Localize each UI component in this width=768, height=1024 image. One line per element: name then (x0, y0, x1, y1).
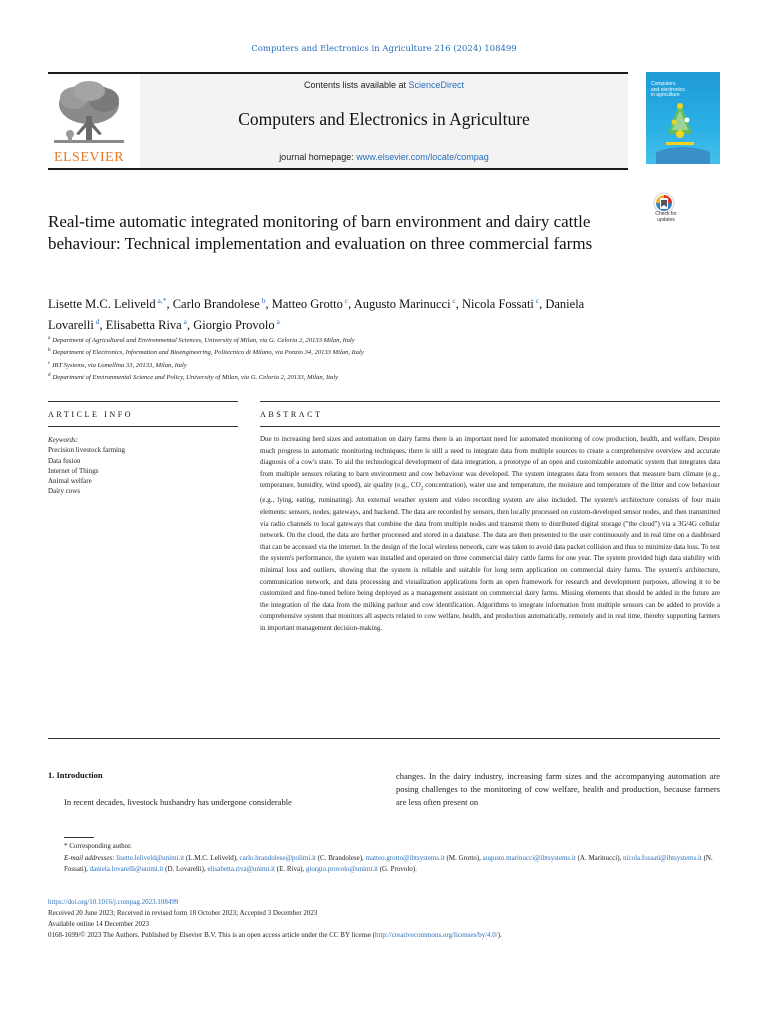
publication-info (48, 897, 728, 941)
sciencedirect-link[interactable]: ScienceDirect (408, 80, 465, 90)
introduction-paragraph-start: In recent decades, livestock husbandry has undergone considerable (64, 797, 292, 807)
email-owner: (N. Fossati), (64, 853, 713, 873)
author-affiliation-marker[interactable]: a (274, 317, 280, 327)
email-link[interactable]: lisette.leliveld@unimi.it (116, 853, 185, 862)
affiliation-row (48, 334, 688, 346)
author-separator: , (186, 318, 194, 333)
affiliation-label: a (48, 336, 51, 341)
author-list (48, 292, 628, 334)
keyword-item: Data fusion (48, 456, 81, 465)
footnote-rule (64, 837, 94, 838)
received-dates: Received 20 June 2023; Received in revised form 18 October 2023; Accepted 3 December 2023 (48, 909, 318, 917)
affiliation-list (48, 334, 688, 384)
introduction-heading: 1. Introduction (48, 770, 103, 780)
affiliation-label: c (48, 360, 51, 366)
journal-cover-thumbnail[interactable] (646, 72, 720, 164)
journal-title: Computers and Electronics in Agriculture (238, 109, 530, 129)
email-owner: (C. Brandolese), (315, 853, 366, 862)
abstract-bottom-rule (48, 738, 720, 739)
email-owner: (G. Provolo). (377, 865, 417, 873)
author-name[interactable]: Lisette M.C. Leliveld (48, 297, 156, 312)
affiliation-row (48, 346, 688, 358)
author-name[interactable]: Augusto Marinucci (353, 297, 451, 312)
author-separator: , (348, 297, 354, 312)
abstract-heading: ABSTRACT (260, 410, 323, 419)
email-owner: (M. Grotto), (444, 853, 483, 862)
author-affiliation-marker[interactable]: a (181, 317, 187, 327)
author-affiliation-marker[interactable]: b (259, 296, 266, 305)
author-name[interactable]: Nicola Fossati (462, 297, 534, 312)
corresponding-author-note: * Corresponding author. (64, 842, 132, 850)
available-online-date: Available online 14 December 2023 (48, 920, 149, 928)
author-name[interactable]: Daniela Lovarelli (48, 297, 585, 333)
journal-masthead (140, 74, 628, 168)
license-link[interactable]: http://creativecommons.org/licenses/by/4.0/ (375, 931, 498, 939)
abstract-text (260, 434, 720, 634)
email-owner: (A. Marinucci), (575, 853, 624, 862)
author-separator: , (539, 297, 546, 312)
author-affiliation-marker[interactable]: c (342, 296, 349, 305)
journal-homepage-line (140, 152, 628, 162)
check-for-updates-label[interactable]: Check for updates (655, 211, 677, 223)
author-separator: , (265, 297, 272, 312)
license-prefix: 0168-1699/© 2023 The Authors. Published by Elsevier B.V. This is an open access article under the CC BY license ( (48, 931, 376, 939)
keyword-item: Dairy cows (48, 487, 81, 496)
affiliation-text: Department of Electronics, Information and Bioengineering, Politecnico di Milano, via Ponzio 34, 20133 Milan, Italy (52, 349, 364, 357)
article-title: Real-time automatic integrated monitoring of barn environment and dairy cattle behaviour: Technical implementation and evaluation on three commercial farms (48, 212, 593, 253)
email-owner: (E. Riva), (275, 865, 306, 873)
email-link[interactable]: matteo.grotto@ibtsystems.it (365, 853, 445, 862)
author-separator: , (166, 297, 173, 312)
affiliation-row (48, 359, 688, 371)
affiliation-text: IBT Systems, via Lomellina 33, 20133, Milan, Italy (52, 361, 187, 369)
article-info-heading-rule (48, 426, 238, 427)
masthead-bottom-rule (48, 168, 628, 170)
license-suffix: ). (497, 931, 502, 939)
author-affiliation-marker[interactable]: c (450, 296, 456, 305)
email-addresses (48, 853, 720, 876)
email-owner: (L.M.C. Leliveld), (184, 853, 240, 862)
footnotes (48, 841, 720, 876)
keywords-label: Keywords: (48, 436, 79, 444)
cover-artwork (646, 72, 720, 164)
email-label: E-mail addresses: (64, 853, 115, 862)
introduction-column-1 (48, 796, 376, 809)
homepage-prefix: journal homepage: (279, 152, 357, 162)
email-link[interactable]: carlo.brandolese@polimi.it (239, 853, 316, 862)
email-link[interactable]: daniela.lovarelli@unimi.it (89, 865, 164, 873)
article-info-top-rule (48, 401, 238, 402)
author-separator: , (455, 297, 463, 312)
abstract-heading-rule (260, 426, 720, 427)
keyword-item: Internet of Things (48, 466, 99, 475)
affiliation-label: b (48, 348, 51, 354)
email-link[interactable]: augusto.marinucci@ibtsystems.it (482, 853, 576, 862)
introduction-column-2: changes. In the dairy industry, increasing farm sizes and the accompanying automation are posing challenges to the monitoring of cow welfare, health and production, because farmers are less often present on (396, 771, 720, 807)
email-link[interactable]: elisabetta.riva@unimi.it (207, 865, 275, 873)
abstract-part-2: concentration), water use and temperature, the moisture and temperature of the litter and cow behaviour (e.g., lying, eating, ruminating). An external weather system and video recording system are also included. The system's architecture consists of four main elements: sensors, nodes, gateways, and backend. The data are recorded by sensors, then locally processed on custom-developed sensor nodes, and then transmitted via radio channels to local gateways that combine the data from multiple nodes and transmit them to distributed digital storage ("the cloud") via a 3G/4G cellular network. On the cloud, the data are further processed and stored in a database. The data are then presented to the user continuously and in real time on a dashboard that can be accessed via the internet. In the design of the local wireless network, care was taken to avoid data packet collision and thus to minimize data loss. To test the system's performance, the system was installed and operated on three commercial dairy cattle farms for one year. The system provided high data stability with minimal loss and outliers, showing that the system is reliable and suitable for long term application on commercial dairy farms. The system's architecture, communication network, and data processing and visualization applications form an open framework for research and development purposes, allowing it to be customized and fine-tuned before being deployed as a management assistant on commercial dairy farms. Missing elements that should be added in the future are the integration of the data from the milking parlour and cow identification. Algorithms to integrate information from multiple sensors can be added to provide a comprehensive system that monitors all aspects related to cow welfare, health, and production automatically, remotely and in real time, thereby supporting farmers in important management decision-making. (260, 481, 720, 632)
author-separator: , (99, 318, 106, 333)
email-link[interactable]: giorgio.provolo@unimi.it (305, 865, 378, 873)
author-name[interactable]: Giorgio Provolo (193, 318, 275, 333)
email-owner: (D. Lovarelli), (163, 865, 208, 873)
email-link[interactable]: nicola.fossati@ibtsystems.it (623, 853, 702, 862)
affiliation-text: Department of Agricultural and Environmental Sciences, University of Milan, via G. Celoria 2, 20133 Milan, Italy (52, 337, 355, 345)
author-name[interactable]: Elisabetta Riva (105, 318, 182, 333)
abstract-body (260, 434, 720, 634)
journal-homepage-link[interactable]: www.elsevier.com/locate/compag (356, 152, 489, 162)
contents-prefix: Contents lists available at (303, 80, 409, 90)
affiliation-label: d (48, 373, 51, 379)
cover-title: Computers and electronics in agriculture (651, 81, 685, 98)
author-affiliation-marker[interactable]: a,* (155, 296, 167, 305)
keywords-list (48, 445, 238, 496)
elsevier-wordmark: ELSEVIER (53, 150, 125, 165)
author-affiliation-marker[interactable]: d (93, 317, 100, 327)
author-affiliation-marker[interactable]: c (533, 296, 540, 305)
affiliation-row (48, 371, 688, 383)
article-info-heading: ARTICLE INFO (48, 410, 134, 419)
journal-reference-link[interactable]: Computers and Electronics in Agriculture 216 (2024) 108499 (251, 44, 517, 54)
author-name[interactable]: Carlo Brandolese (172, 297, 260, 312)
co2-subscript: 2 (420, 486, 424, 492)
author-name[interactable]: Matteo Grotto (271, 297, 343, 312)
abstract-part-1: Due to increasing herd sizes and automation on dairy farms there is an important need for automated monitoring of cow production, health, and welfare. Despite much progress in automatic monitoring techniques, there is still a need to integrate data from multiple sources to create a comprehensive overview and accurate diagnosis of a cow's state. To aid the technological development of data integration, a prototype of an open and customizable automatic system that integrates data from multiple sensors relating to barn environment and cow behaviour was developed. The system integrates data from sensors that measure barn climate (e.g., temperature, humidity, wind speed), air quality (e.g., CO (260, 435, 720, 490)
abstract-top-rule (260, 401, 720, 402)
license-line (48, 930, 728, 941)
affiliation-text: Department of Environmental Science and Policy, University of Milan, via G. Celoria 2, 20133, Milan, Italy (52, 374, 339, 382)
keywords-block (48, 435, 238, 497)
keyword-item: Animal welfare (48, 477, 92, 486)
doi-link[interactable]: https://doi.org/10.1016/j.compag.2023.108499 (48, 898, 179, 906)
contents-available-line (140, 80, 628, 90)
keyword-item: Precision livestock farming (48, 446, 125, 455)
